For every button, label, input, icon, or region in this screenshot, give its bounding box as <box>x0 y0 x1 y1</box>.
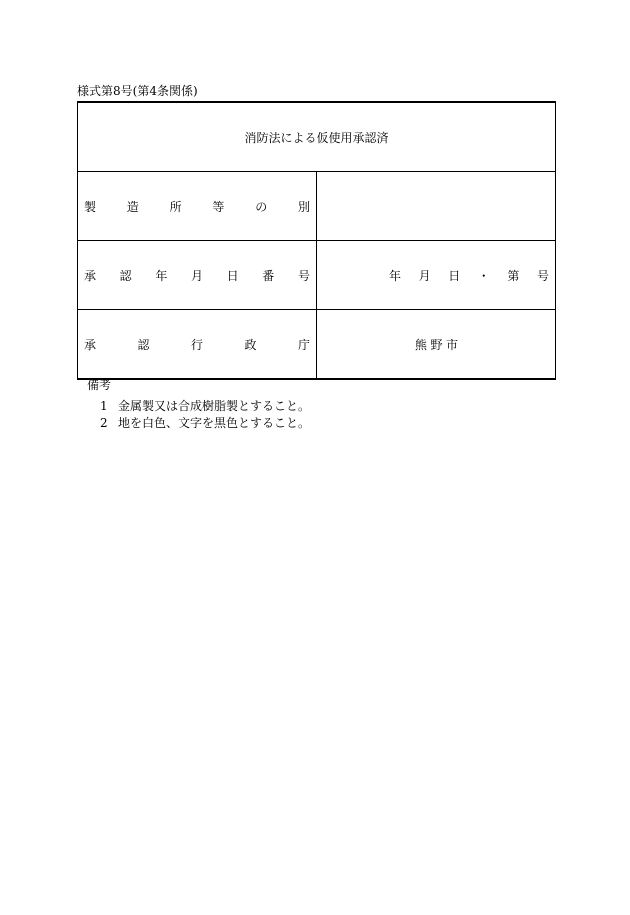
label-char: 日 <box>226 268 239 283</box>
number-prefix: 第 <box>507 268 520 283</box>
label-char: 庁 <box>297 337 310 352</box>
label-char: 承 <box>84 268 97 283</box>
label-char: 月 <box>190 268 203 283</box>
note-text: 金属製又は合成樹脂製とすること。 <box>118 399 311 413</box>
label-char: 認 <box>137 337 150 352</box>
label-char: 政 <box>244 337 257 352</box>
label-char: 承 <box>84 337 97 352</box>
label-char: 年 <box>155 268 168 283</box>
approving-authority-name <box>317 336 555 353</box>
note-text: 地を白色、文字を黒色とすること。 <box>118 416 311 430</box>
label-char: 造 <box>126 199 139 214</box>
form-title: 様式第8号(第4条関係) <box>77 84 198 98</box>
label-char: 所 <box>169 199 182 214</box>
note-number: 2 <box>100 416 108 430</box>
notes-heading: 備考 <box>87 378 112 392</box>
table-row <box>78 172 556 241</box>
facility-type-value <box>317 172 556 241</box>
label-char: 号 <box>297 268 310 283</box>
authority-char: 市 <box>445 337 458 352</box>
label-char: 認 <box>119 268 132 283</box>
table-heading: 消防法による仮使用承認済 <box>78 102 556 172</box>
facility-type-label-text <box>78 198 316 215</box>
approval-date-number-label-text <box>78 267 316 284</box>
year-marker: 年 <box>389 268 402 283</box>
approving-authority-label-text <box>78 336 316 353</box>
note-item <box>100 399 310 413</box>
separator-dot: ・ <box>477 268 490 283</box>
facility-type-label <box>78 172 317 241</box>
month-marker: 月 <box>418 268 431 283</box>
approval-date-number-template <box>317 267 555 284</box>
table-row <box>78 310 556 380</box>
label-char: 製 <box>84 199 97 214</box>
table-heading-row <box>78 102 556 172</box>
label-char: の <box>255 199 268 214</box>
authority-char: 熊 <box>415 337 428 352</box>
label-char: 行 <box>190 337 203 352</box>
note-number: 1 <box>100 399 108 413</box>
authority-char: 野 <box>430 337 443 352</box>
approval-date-number-value <box>317 241 556 310</box>
label-char: 番 <box>262 268 275 283</box>
label-char: 等 <box>212 199 225 214</box>
number-suffix: 号 <box>536 268 549 283</box>
table-row <box>78 241 556 310</box>
label-char: 別 <box>297 199 310 214</box>
approval-date-number-label <box>78 241 317 310</box>
approving-authority-value <box>317 310 556 380</box>
approving-authority-label <box>78 310 317 380</box>
note-item <box>100 416 310 430</box>
day-marker: 日 <box>448 268 461 283</box>
approval-sign-table <box>77 101 556 380</box>
